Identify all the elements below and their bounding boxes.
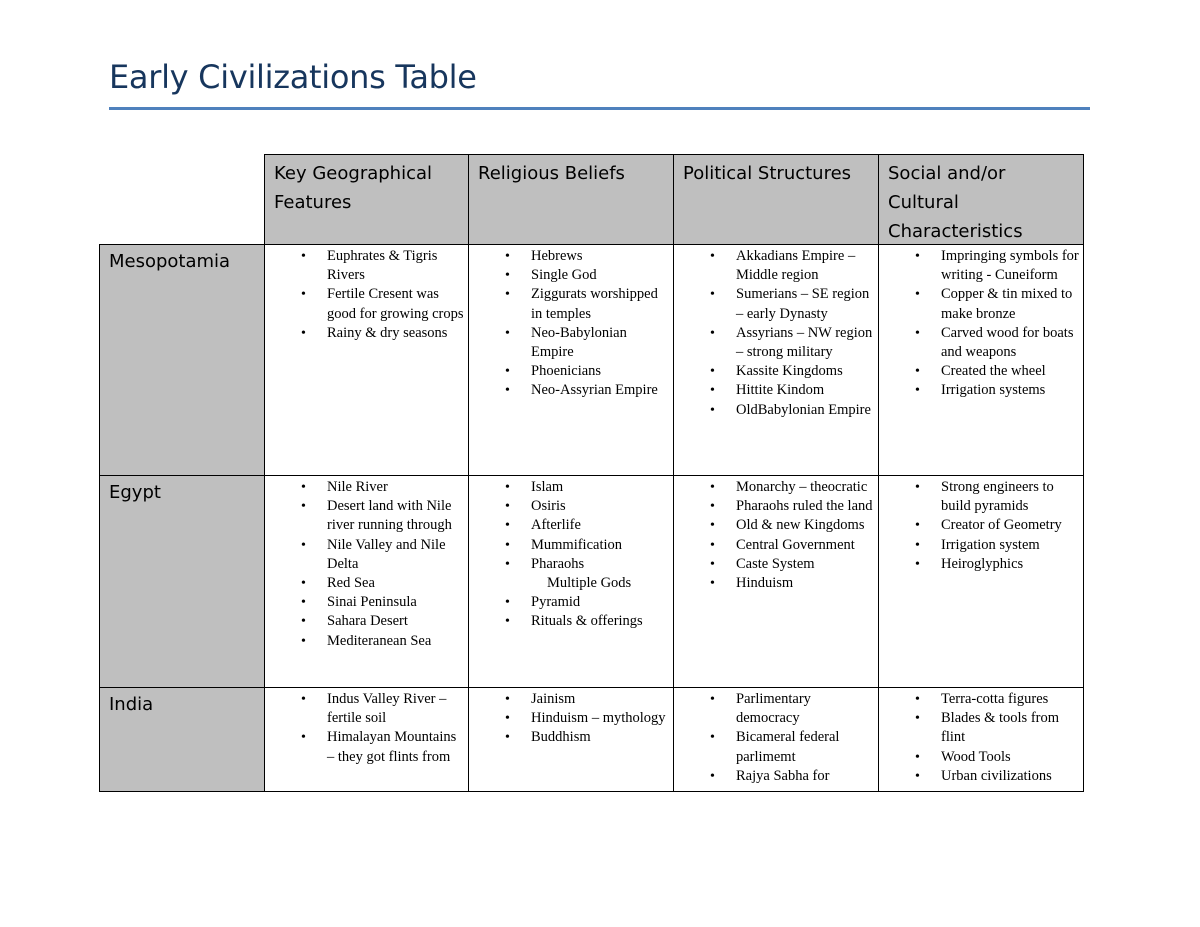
list-item: • Ziggurats worshipped in temples <box>469 285 669 323</box>
page-title: Early Civilizations Table <box>109 58 477 96</box>
list-item: • Urban civilizations <box>879 767 1079 786</box>
column-header-culture: Social and/or Cultural Characteristics <box>878 154 1084 245</box>
list-item: • Neo-Babylonian Empire <box>469 324 669 362</box>
list-item: • Islam <box>469 478 669 497</box>
list-item: • Hinduism – mythology <box>469 709 669 728</box>
list-item: • Kassite Kingdoms <box>674 362 874 381</box>
list-item: • Heiroglyphics <box>879 555 1079 574</box>
list-item: • Fertile Cresent was good for growing crops <box>265 285 464 323</box>
cell-egypt-geography <box>264 475 469 688</box>
list-item: • Central Government <box>674 536 874 555</box>
list-item: Multiple Gods <box>547 575 632 592</box>
list-item: • Hittite Kindom <box>674 381 874 400</box>
list-item: • Jainism <box>469 690 669 709</box>
cell-mesopotamia-geography <box>264 244 469 476</box>
cell-india-religion <box>468 687 674 792</box>
list-item: • Impringing symbols for writing - Cuneiform <box>879 247 1079 285</box>
list-item: • Assyrians – NW region – strong military <box>674 324 874 362</box>
list-item: • Copper & tin mixed to make bronze <box>879 285 1079 323</box>
list-item: • Afterlife <box>469 516 669 535</box>
list-item: • Blades & tools from flint <box>879 709 1079 747</box>
column-header-religion: Religious Beliefs <box>468 154 674 245</box>
row-header-egypt: Egypt <box>99 475 265 688</box>
list-item: • Mummification <box>469 536 669 555</box>
list-item: • Strong engineers to build pyramids <box>879 478 1079 516</box>
list-item: • Pyramid <box>469 593 669 612</box>
list-item: • Buddhism <box>469 728 669 747</box>
cell-mesopotamia-religion <box>468 244 674 476</box>
civilizations-table <box>99 154 1084 792</box>
list-item: • Euphrates & Tigris Rivers <box>265 247 464 285</box>
list-item: • Sahara Desert <box>265 612 464 631</box>
list-item: • Phoenicians <box>469 362 669 381</box>
list-item: • Rajya Sabha for <box>674 767 874 786</box>
list-item: • Terra-cotta figures <box>879 690 1079 709</box>
list-item: • Old & new Kingdoms <box>674 516 874 535</box>
list-item: • Single God <box>469 266 669 285</box>
title-underline <box>109 107 1090 110</box>
list-item: • Desert land with Nile river running through <box>265 497 464 535</box>
list-item: • Red Sea <box>265 574 464 593</box>
list-item: • Parlimentary democracy <box>674 690 874 728</box>
cell-india-geography <box>264 687 469 792</box>
list-item: • Pharaohs <box>469 555 669 574</box>
list-item: • Irrigation system <box>879 536 1079 555</box>
cell-mesopotamia-politics <box>673 244 879 476</box>
list-item: • Irrigation systems <box>879 381 1079 400</box>
list-item: • Neo-Assyrian Empire <box>469 381 669 400</box>
list-item: • Rituals & offerings <box>469 612 669 631</box>
cell-egypt-culture <box>878 475 1084 688</box>
list-item: • Nile River <box>265 478 464 497</box>
column-header-geography: Key Geographical Features <box>264 154 469 245</box>
list-item: • Hinduism <box>674 574 874 593</box>
list-item: • Bicameral federal parlimemt <box>674 728 874 766</box>
list-item: • Himalayan Mountains – they got flints from <box>265 728 464 766</box>
list-item: • Wood Tools <box>879 748 1079 767</box>
cell-india-politics <box>673 687 879 792</box>
list-item: • Nile Valley and Nile Delta <box>265 536 464 574</box>
list-item: • Pharaohs ruled the land <box>674 497 874 516</box>
cell-india-culture <box>878 687 1084 792</box>
list-item: • Mediteranean Sea <box>265 632 464 651</box>
list-item: • Indus Valley River – fertile soil <box>265 690 464 728</box>
column-header-politics: Political Structures <box>673 154 879 245</box>
list-item: • Osiris <box>469 497 669 516</box>
list-item: • Caste System <box>674 555 874 574</box>
cell-egypt-religion <box>468 475 674 688</box>
list-item: • Created the wheel <box>879 362 1079 381</box>
list-item: • Akkadians Empire – Middle region <box>674 247 874 285</box>
list-item: • OldBabylonian Empire <box>674 401 874 420</box>
cell-egypt-politics <box>673 475 879 688</box>
list-item: • Carved wood for boats and weapons <box>879 324 1079 362</box>
row-header-india: India <box>99 687 265 792</box>
row-header-mesopotamia: Mesopotamia <box>99 244 265 476</box>
list-item: • Rainy & dry seasons <box>265 324 464 343</box>
list-item: • Monarchy – theocratic <box>674 478 874 497</box>
list-item: • Hebrews <box>469 247 669 266</box>
list-item: • Creator of Geometry <box>879 516 1079 535</box>
cell-mesopotamia-culture <box>878 244 1084 476</box>
list-item: • Sumerians – SE region – early Dynasty <box>674 285 874 323</box>
list-item: • Sinai Peninsula <box>265 593 464 612</box>
